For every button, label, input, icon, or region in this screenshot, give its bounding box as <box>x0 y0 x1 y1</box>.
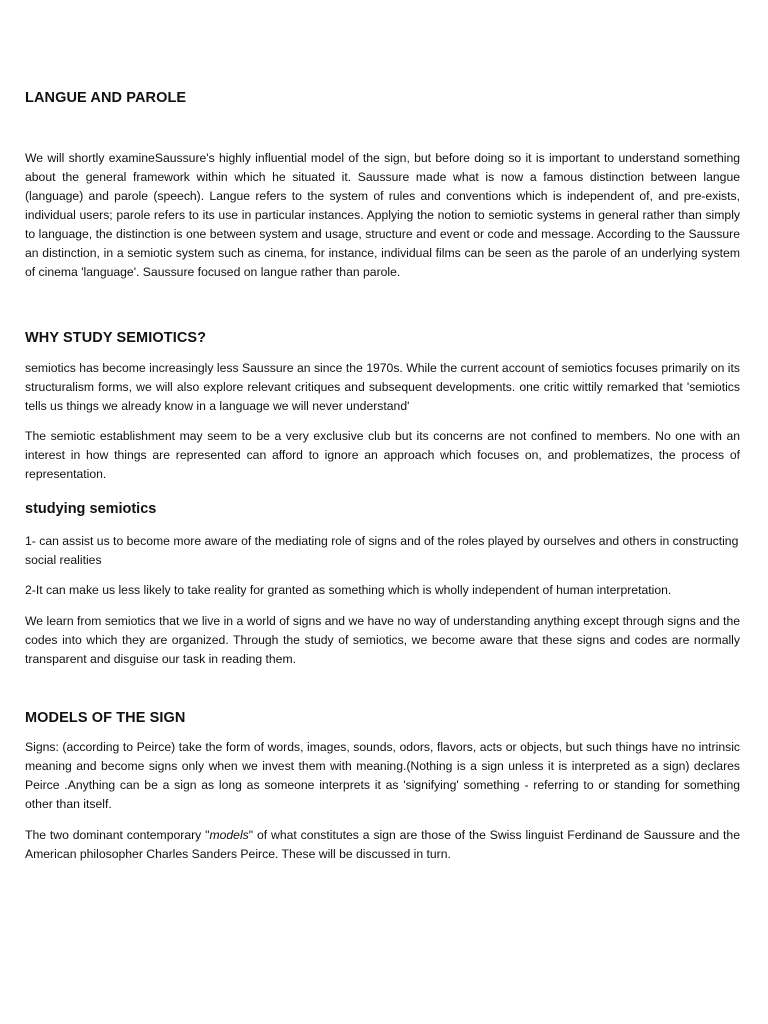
paragraph-studying-3: We learn from semiotics that we live in a world of signs and we have no way of understanding anything except through signs and the codes into which they are organized. Through the study of semiotics, we become aware that these signs and codes are normally transparent and disguise our task in reading them. <box>25 614 740 666</box>
paragraph-models-2 <box>25 826 740 864</box>
paragraph-why-study-2: The semiotic establishment may seem to be a very exclusive club but its concerns are not confined to members. No one with an interest in how things are represented can afford to ignore an approach which focuses on, and problematizes, the process of representation. <box>25 429 740 481</box>
heading-langue-and-parole: LANGUE AND PAROLE <box>25 90 187 106</box>
list-item-studying-2: 2-It can make us less likely to take reality for granted as something which is wholly independent of human interpretation. <box>25 583 672 597</box>
models-emphasis: models <box>209 828 249 842</box>
paragraph-models-2-start: The two dominant contemporary " <box>25 828 210 842</box>
heading-models-of-the-sign: MODELS OF THE SIGN <box>25 710 186 726</box>
paragraph-langue-and-parole: We will shortly examineSaussure's highly influential model of the sign, but before doing so it is important to understand something about the general framework within which he situated it. Saussure made what is now a famous distinction between langue (language) and parole (speech). Langue refers to the system of rules and conventions which is independent of, and pre-exists, individual users; parole refers to its use in particular instances. Applying the notion to semiotic systems in general rather than simply to language, the distinction is one between system and usage, structure and event or code and message. According to the Saussure an distinction, in a semiotic system such as cinema, for instance, individual films can be seen as the parole of an underlying system of cinema 'language'. Saussure focused on langue rather than parole. <box>25 151 740 279</box>
paragraph-why-study-1: semiotics has become increasingly less Saussure an since the 1970s. While the current account of semiotics focuses primarily on its structuralism forms, we will also explore relevant critiques and subsequent developments. one critic wittily remarked that 'semiotics tells us things we already know in a language we will never understand' <box>25 361 740 413</box>
paragraph-models-1: Signs: (according to Peirce) take the form of words, images, sounds, odors, flavors, acts or objects, but such things have no intrinsic meaning and become signs only when we invest them with meaning.(Nothing is a sign unless it is interpreted as a sign) declares Peirce .Anything can be a sign as long as someone interprets it as 'signifying' something - referring to or standing for something other than itself. <box>25 740 740 811</box>
heading-studying-semiotics: studying semiotics <box>25 501 157 517</box>
paragraph-models-2-end: " of what constitutes a sign are those of the Swiss linguist Ferdinand de Saussure and the American philosopher Charles Sanders Peirce. These will be discussed in turn. <box>25 828 740 861</box>
list-item-studying-1: 1- can assist us to become more aware of the mediating role of signs and of the roles played by ourselves and others in constructing social realities <box>25 534 739 567</box>
heading-why-study-semiotics: WHY STUDY SEMIOTICS? <box>25 330 207 346</box>
